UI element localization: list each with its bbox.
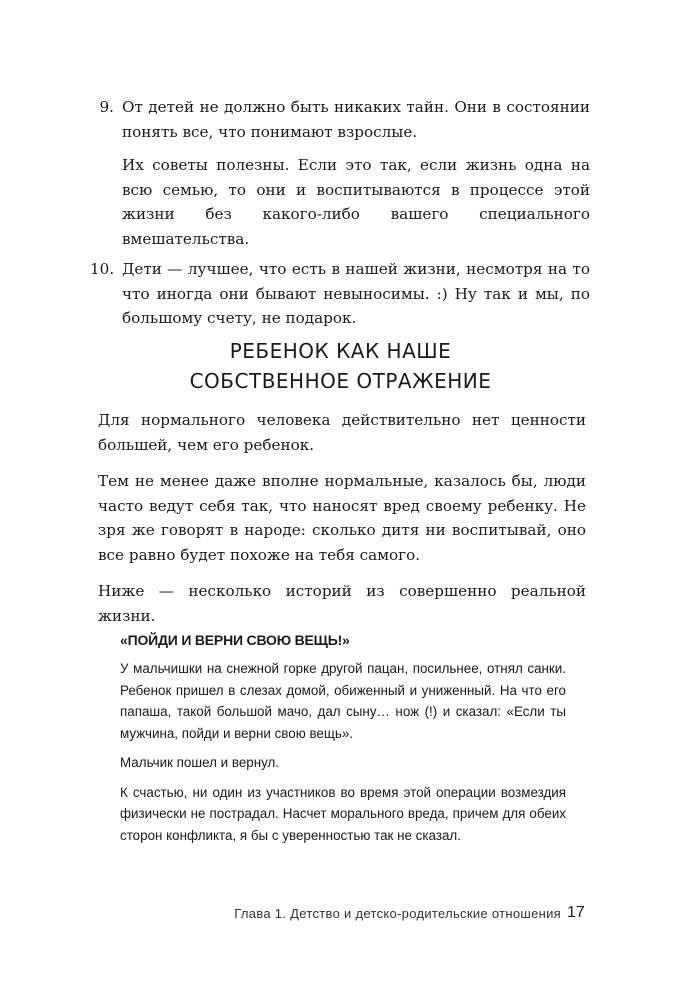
story-box xyxy=(120,630,566,854)
numbered-list xyxy=(90,95,590,337)
list-item xyxy=(90,257,590,331)
list-item xyxy=(90,95,590,251)
body-paragraph: Тем не менее даже вполне нормальные, казалось бы, люди часто ведут себя так, что наносят вред своему ребенку. Не зря же говорят в народе: сколько дитя ни воспитывай, оно все равно будет похоже на тебя самого. xyxy=(98,472,586,564)
story-title: «ПОЙДИ И ВЕРНИ СВОЮ ВЕЩЬ!» xyxy=(120,632,350,648)
running-footer-chapter: Глава 1. Детство и детско-родительские отношения xyxy=(234,906,561,921)
story-paragraph: К счастью, ни один из участников во время этой операции возмездия физически не пострадал. Насчет морального вреда, причем для обеих сторон конфликта, я бы с уверенностью так не сказал. xyxy=(120,784,566,843)
page-number: 17 xyxy=(567,904,585,921)
list-item-number: 10. xyxy=(90,260,115,278)
section-heading xyxy=(0,336,681,396)
story-paragraph: Мальчик пошел и вернул. xyxy=(120,755,280,770)
story-paragraph: У мальчишки на снежной горке другой пацан, посильнее, отнял санки. Ребенок пришел в слезах домой, обиженный и униженный. На что его папаша, такой большой мачо, дал сыну… нож (!) и сказал: «Если ты мужчина, пойди и верни свою вещь». xyxy=(120,661,566,741)
list-item-paragraph: Их советы полезны. Если это так, если жизнь одна на всю семью, то они и воспитываются в процессе этой жизни без какого-либо вашего специального вмешательства. xyxy=(122,156,590,248)
list-item-paragraph: От детей не должно быть никаких тайн. Они в состоянии понять все, что понимают взрослые. xyxy=(122,98,590,141)
body-paragraph: Для нормального человека действительно нет ценности большей, чем его ребенок. xyxy=(98,411,586,454)
section-body xyxy=(98,408,586,640)
list-item-paragraph: Дети — лучшее, что есть в нашей жизни, несмотря на то что иногда они бывают невыносимы. :) Ну так и мы, по большому счету, не подарок. xyxy=(122,260,590,327)
body-paragraph: Ниже — несколько историй из совершенно реальной жизни. xyxy=(98,582,586,625)
section-heading-line: РЕБЕНОК КАК НАШЕ xyxy=(229,339,452,363)
list-item-number: 9. xyxy=(99,98,114,116)
section-heading-line: СОБСТВЕННОЕ ОТРАЖЕНИЕ xyxy=(189,369,492,393)
